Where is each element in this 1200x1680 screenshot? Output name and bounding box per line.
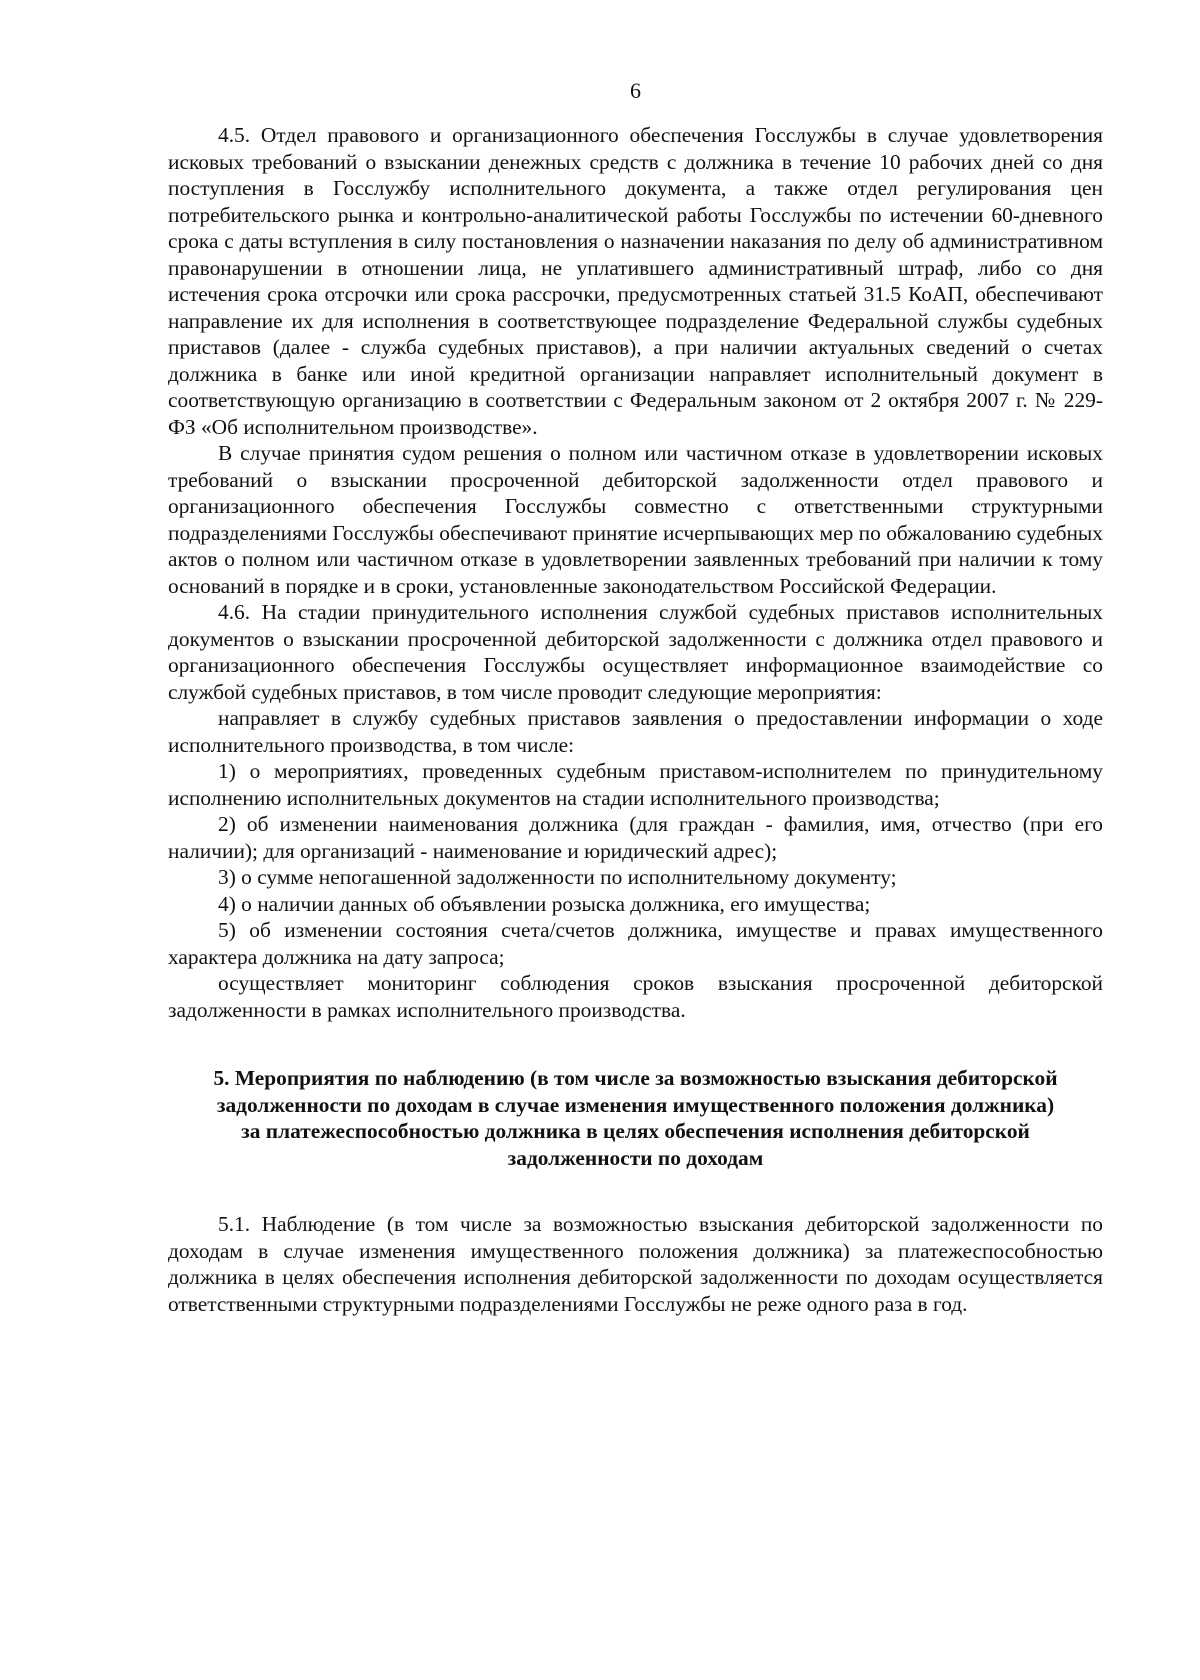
list-item-3: 3) о сумме непогашенной задолженности по исполнительному документу; — [218, 865, 897, 889]
list-item-4: 4) о наличии данных об объявлении розыска должника, его имущества; — [218, 891, 871, 916]
list-item-2: 2) об изменении наименования должника (для граждан - фамилия, имя, отчество (при его наличии); для организаций - наименование и юридический адрес); — [168, 812, 1103, 863]
paragraph-5-1: 5.1. Наблюдение (в том числе за возможностью взыскания дебиторской задолженности по доходам в случае изменения имущественного положения должника) за платежеспособностью должника в целях обеспечения исполнения дебиторской задолженности по доходам осуществляется ответственными структурными подразделениями Госслужбы не реже одного раза в год. — [168, 1212, 1103, 1316]
paragraph-court-refusal: В случае принятия судом решения о полном или частичном отказе в удовлетворении исковых требований о взыскании просроченной дебиторской задолженности отдел правового и организационного обеспечения Госслужбы совместно с ответственными структурными подразделениями Госслужбы обеспечивают принятие исчерпывающих мер по обжалованию судебных актов о полном или частичном отказе в удовлетворении заявленных требований при наличии к тому оснований в порядке и в сроки, установленные законодательством Российской Федерации. — [168, 441, 1103, 598]
paragraph-requests-intro: направляет в службу судебных приставов заявления о предоставлении информации о ходе исполнительного производства, в том числе: — [168, 706, 1103, 757]
list-item-1: 1) о мероприятиях, проведенных судебным приставом-исполнителем по принудительному исполнению исполнительных документов на стадии исполнительного производства; — [168, 759, 1103, 810]
paragraph-4-6: 4.6. На стадии принудительного исполнения службой судебных приставов исполнительных документов о взыскании просроченной дебиторской задолженности с должника отдел правового и организационного обеспечения Госслужбы осуществляет информационное взаимодействие со службой судебных приставов, в том числе проводит следующие мероприятия: — [168, 600, 1103, 704]
paragraph-4-5: 4.5. Отдел правового и организационного обеспечения Госслужбы в случае удовлетворения исковых требований о взыскании денежных средств с должника в течение 10 рабочих дней со дня поступления в Госслужбу исполнительного документа, а также отдел регулирования цен потребительского рынка и контрольно-аналитической работы Госслужбы по истечении 60-дневного срока с даты вступления в силу постановления о назначении наказания по делу об административном правонарушении в отношении лица, не уплатившего административный штраф, либо со дня истечения срока отсрочки или срока рассрочки, предусмотренных статьей 31.5 КоАП, обеспечивают направление их для исполнения в соответствующее подразделение Федеральной службы судебных приставов (далее - служба судебных приставов), а при наличии актуальных сведений о счетах должника в банке или иной кредитной организации направляет исполнительный документ в соответствующую организацию в соответствии с Федеральным законом от 2 октября 2007 г. № 229-ФЗ «Об исполнительном производстве». — [168, 123, 1103, 439]
list-item-5: 5) об изменении состояния счета/счетов должника, имуществе и правах имущественного характера должника на дату запроса; — [168, 918, 1103, 969]
page-number: 6 — [630, 78, 641, 103]
document-page — [168, 78, 1103, 1317]
paragraph-monitoring: осуществляет мониторинг соблюдения сроков взыскания просроченной дебиторской задолженности в рамках исполнительного производства. — [168, 971, 1103, 1022]
section-5-heading: 5. Мероприятия по наблюдению (в том числе за возможностью взыскания дебиторской задолженности по доходам в случае изменения имущественного положения должника) за платежеспособностью должника в целях обеспечения исполнения дебиторской задолженности по доходам — [213, 1066, 1058, 1170]
